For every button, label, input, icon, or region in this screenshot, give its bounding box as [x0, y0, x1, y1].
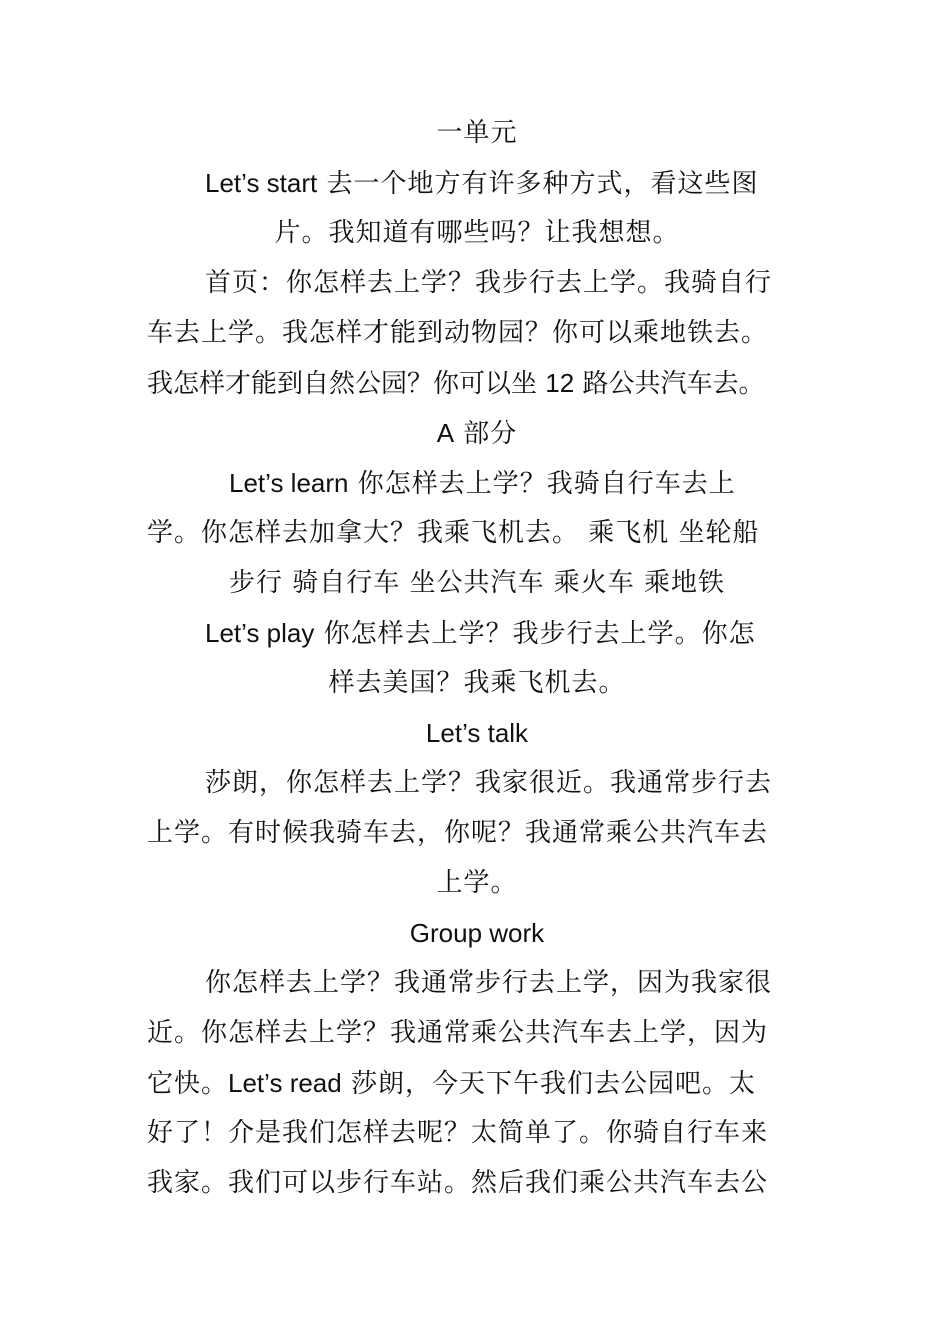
paragraph-line: 我家。我们可以步行车站。然后我们乘公共汽车去公: [147, 1168, 769, 1198]
paragraph-line: 我怎样才能到自然公园？你可以坐 12 路公共汽车去。: [147, 368, 765, 399]
bus-number: 12: [545, 368, 575, 398]
unit-title: 一单元: [436, 118, 518, 148]
paragraph-line: 首页：你怎样去上学？我步行去上学。我骑自行: [205, 268, 773, 298]
group-work-heading: Group work: [409, 918, 545, 948]
lets-learn-label: Let’s learn: [229, 468, 349, 498]
lets-learn-line: Let’s learn 你怎样去上学？我骑自行车去上: [229, 468, 736, 499]
paragraph-line: 车去上学。我怎样才能到动物园？你可以乘地铁去。: [147, 318, 769, 348]
lets-talk-heading: Let’s talk: [425, 718, 529, 748]
paragraph-line: 好了！介是我们怎样去呢？太简单了。你骑自行车来: [147, 1118, 769, 1148]
paragraph-line: 样去美国？我乘飞机去。: [328, 668, 626, 698]
paragraph-line: 上学。: [436, 868, 518, 898]
lets-start-label: Let’s start: [205, 168, 318, 198]
paragraph-line: 近。你怎样去上学？我通常乘公共汽车去上学，因为: [147, 1018, 769, 1048]
lets-play-label: Let’s play: [205, 618, 315, 648]
section-a-heading: A 部分: [436, 418, 518, 449]
paragraph-line: 上学。有时候我骑车去，你呢？我通常乘公共汽车去: [147, 818, 769, 848]
paragraph-line: 学。你怎样去加拿大？我乘飞机去。 乘飞机 坐轮船: [147, 518, 760, 548]
paragraph-line: 片。我知道有哪些吗？让我想想。: [274, 218, 680, 248]
transport-list-line: 步行 骑自行车 坐公共汽车 乘火车 乘地铁: [228, 568, 726, 598]
lets-start-line: Let’s start 去一个地方有许多种方式，看这些图: [205, 168, 759, 199]
paragraph-line: 莎朗，你怎样去上学？我家很近。我通常步行去: [205, 768, 773, 798]
lets-play-line: Let’s play 你怎样去上学？我步行去上学。你怎: [205, 618, 756, 649]
paragraph-line: 你怎样去上学？我通常步行去上学，因为我家很: [205, 968, 773, 998]
document-page: [147, 108, 807, 1208]
lets-read-label: Let’s read: [228, 1068, 342, 1098]
lets-read-line: 它快。Let’s read 莎朗，今天下午我们去公园吧。太: [147, 1068, 756, 1099]
